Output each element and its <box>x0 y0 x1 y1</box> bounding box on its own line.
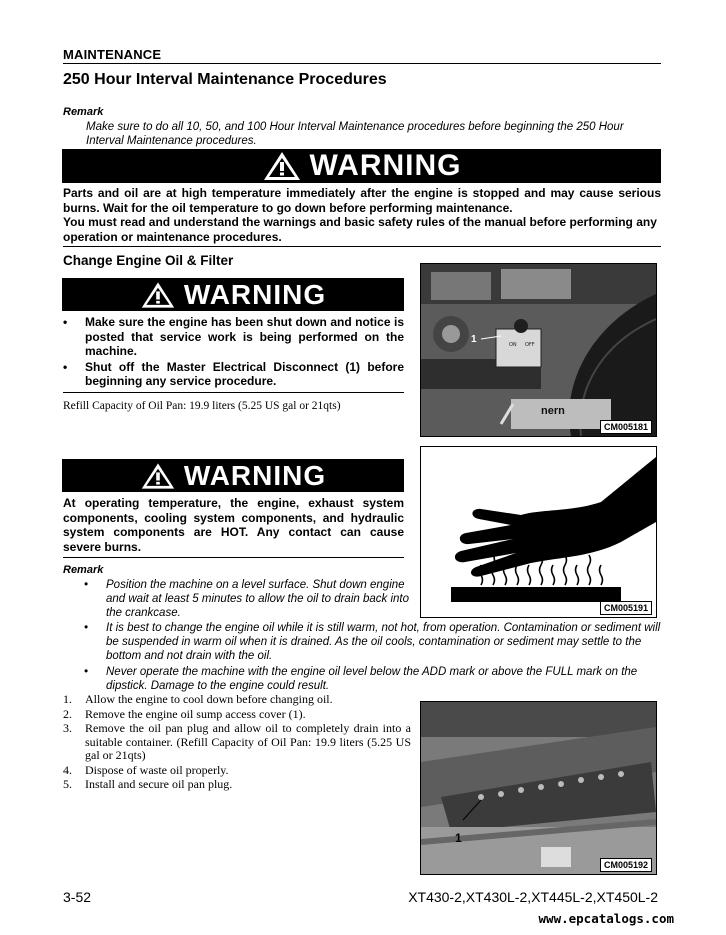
warning-triangle-icon <box>140 280 176 310</box>
warning-triangle-icon <box>262 150 302 182</box>
figure-caption: CM005191 <box>600 601 652 615</box>
list-item: 5. Install and secure oil pan plug. <box>63 777 233 791</box>
warning-triangle-icon <box>140 461 176 491</box>
list-item: • Position the machine on a level surface. Shut down engine and wait at least 5 minutes to allow the oil to drain back into the crankcase. <box>84 579 410 619</box>
figure-callout: 1 <box>455 831 462 845</box>
remark-bullet-list <box>84 578 410 620</box>
remark-text: Make sure to do all 10, 50, and 100 Hour Interval Maintenance procedures before beginning the 250 Hour Interval Maintenance procedures. <box>86 121 624 147</box>
warning-bullet-list <box>63 315 404 389</box>
figure-caption: CM005181 <box>600 420 652 434</box>
warning-banner <box>62 149 661 183</box>
remark-label: Remark <box>63 106 104 118</box>
remark-bullet-list <box>84 621 661 693</box>
warning-banner-label: WARNING <box>183 459 327 491</box>
list-item: • It is best to change the engine oil while it is still warm, not hot, from operation. Contamination or sediment will be suspended in warm oil when it is drained. As the oil cools, contamination or sediment may settle to the bottom and not drain with the oil. <box>84 622 661 662</box>
list-item: • Never operate the machine with the engine oil level below the ADD mark or above the FULL mark on the dipstick. Damage to the engine could result. <box>84 666 638 692</box>
divider <box>63 392 404 393</box>
warning-banner <box>62 278 404 311</box>
watermark-url[interactable]: www.epcatalogs.com <box>538 911 674 926</box>
list-item: 1. Allow the engine to cool down before changing oil. <box>63 692 333 706</box>
list-item: 2. Remove the engine oil sump access cover (1). <box>63 706 306 721</box>
figure-caption: CM005192 <box>600 858 652 872</box>
figure-engine-compartment <box>420 263 657 437</box>
figure-oil-sump-cover <box>420 701 657 875</box>
warning-banner <box>62 459 404 492</box>
page-number: 3-52 <box>63 889 92 905</box>
oil-sump-photo-illustration <box>421 702 656 874</box>
list-item: • Shut off the Master Electrical Disconnect (1) before beginning any service procedure. <box>63 359 404 388</box>
figure-hot-surface-pictogram <box>420 446 657 618</box>
sticker-text: nern <box>541 405 565 417</box>
svg-text:OFF: OFF <box>525 342 535 348</box>
remark-label: Remark <box>63 564 104 576</box>
subsection-heading: Change Engine Oil & Filter <box>63 253 234 268</box>
divider <box>63 246 661 247</box>
section-header: MAINTENANCE <box>63 47 162 62</box>
warning-paragraph: At operating temperature, the engine, exhaust system components, cooling system components, and hydraulic system components are HOT. Any contact can cause severe burns. <box>63 496 404 554</box>
svg-text:ON: ON <box>509 342 517 348</box>
warning-paragraph: You must read and understand the warnings and basic safety rules of the manual before performing any operation or maintenance procedures. <box>63 215 657 244</box>
list-item: 4. Dispose of waste oil properly. <box>63 762 229 777</box>
figure-callout: 1 <box>471 334 477 345</box>
refill-capacity-note: Refill Capacity of Oil Pan: 19.9 liters (5.25 US gal or 21qts) <box>63 400 341 412</box>
list-item: • Make sure the engine has been shut down and notice is posted that service work is being performed on the machine. <box>63 315 404 358</box>
page-title: 250 Hour Interval Maintenance Procedures <box>63 71 387 88</box>
model-list: XT430-2,XT430L-2,XT445L-2,XT450L-2 <box>408 889 658 905</box>
warning-banner-label: WARNING <box>309 149 462 182</box>
engine-photo-illustration <box>421 264 656 436</box>
divider <box>63 557 404 558</box>
procedure-steps <box>63 693 411 792</box>
hot-surface-hand-icon <box>421 447 656 617</box>
warning-paragraph: Parts and oil are at high temperature immediately after the engine is stopped and may cause serious burns. Wait for the oil temperature to go down before performing maintenance. <box>63 186 661 215</box>
list-item: 3. Remove the oil pan plug and allow oil to completely drain into a suitable container. (Refill Capacity of Oil Pan: 19.9 liters (5.25 US gal or 21qts) <box>63 721 411 762</box>
warning-banner-label: WARNING <box>183 278 327 310</box>
header-rule <box>63 63 661 64</box>
